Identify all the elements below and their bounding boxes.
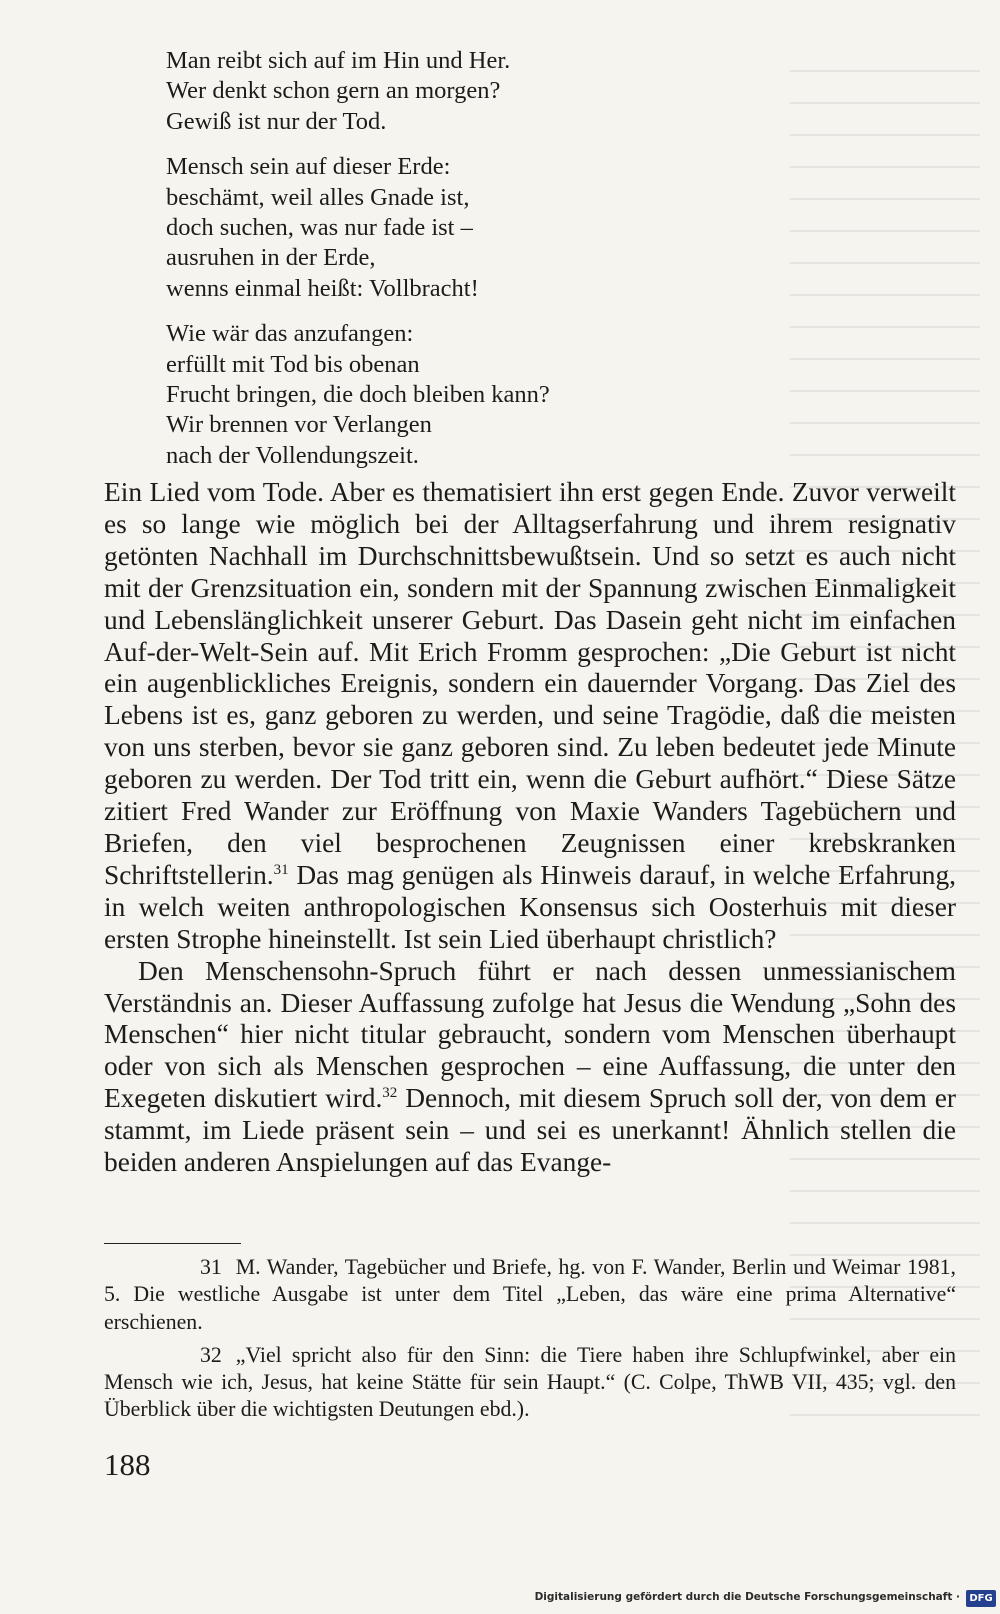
poem-line: Wir brennen vor Verlangen — [166, 411, 432, 439]
page-number: 188 — [104, 1447, 151, 1482]
poem-line: Man reibt sich auf im Hin und Her. — [166, 47, 511, 74]
footnote-ref-32[interactable]: 32 — [382, 1085, 398, 1102]
poem-stanza-1 — [166, 46, 726, 137]
poem-line: Gewiß ist nur der Tod. — [166, 107, 387, 135]
poem-line: Mensch sein auf dieser Erde: — [166, 153, 451, 181]
poem — [166, 46, 726, 486]
bleed-through-line — [790, 70, 980, 72]
paragraph-2 — [104, 956, 956, 1179]
digitization-credit: Digitalisierung gefördert durch die Deutsche Forschungsgemeinschaft · — [534, 1591, 960, 1603]
bleed-through-line — [790, 166, 980, 168]
footnotes — [104, 1254, 956, 1430]
footnote-text: „Viel spricht also für den Sinn: die Tiere haben ihre Schlupfwinkel, aber ein Mensch wie ich, Jesus, hat keine Stätte für sein Haupt.“ (C. Colpe, ThWB VII, 435; vgl. den Überblick über die wichtigsten Deutungen ebd.). — [104, 1342, 956, 1422]
poem-line: beschämt, weil alles Gnade ist, — [166, 183, 470, 211]
poem-line: wenns einmal heißt: Vollbracht! — [166, 274, 479, 302]
bleed-through-line — [790, 230, 980, 232]
bleed-through-line — [790, 1222, 980, 1224]
bleed-through-line — [790, 326, 980, 328]
footnote-text: M. Wander, Tagebücher und Briefe, hg. von F. Wander, Berlin und Weimar 1981, 5. Die westliche Ausgabe ist unter dem Titel „Leben, das wäre eine prima Alternative“ erschienen. — [104, 1255, 956, 1334]
bleed-through-line — [790, 390, 980, 392]
paragraph-text: Das mag genügen als Hinweis darauf, in welche Erfahrung, in welch weiten anthropologischen Konsensus sich Oosterhuis mit dieser ersten Strophe hineinstellt. Ist sein Lied überhaupt christlich? — [104, 859, 956, 954]
bleed-through-line — [790, 294, 980, 296]
poem-line: Frucht bringen, die doch bleiben kann? — [166, 381, 550, 409]
poem-line: Wie wär das anzufangen: — [166, 320, 414, 348]
bleed-through-line — [790, 134, 980, 136]
body-text — [104, 477, 956, 1179]
footnote-divider — [104, 1243, 241, 1244]
footnote-31 — [104, 1254, 956, 1336]
dfg-logo: DFG — [966, 1590, 996, 1607]
poem-stanza-2 — [166, 152, 726, 304]
poem-line: ausruhen in der Erde, — [166, 244, 376, 272]
bleed-through-line — [790, 1190, 980, 1192]
bleed-through-line — [790, 198, 980, 200]
footnote-number: 32 — [200, 1342, 222, 1367]
bleed-through-line — [790, 358, 980, 360]
bleed-through-line — [790, 102, 980, 104]
paragraph-text: Dennoch, mit diesem Spruch soll der, von dem er stammt, im Liede präsent sein – und sei es unerkannt! Ähnlich stellen die beiden anderen Anspielungen auf das Evange- — [104, 1083, 956, 1178]
paragraph-text: Den Menschensohn-Spruch führt er nach dessen unmessianischem Verständnis an. Dieser Auffassung zufolge hat Jesus die Wendung „Sohn des Menschen“ hier nicht titular gebraucht, sondern vom Menschen überhaupt oder von sich als Menschen gesprochen – eine Auffassung, die unter den Exegeten diskutiert wird. — [104, 955, 956, 1114]
poem-stanza-3 — [166, 319, 726, 471]
bleed-through-line — [790, 262, 980, 264]
footnote-32 — [104, 1342, 956, 1424]
poem-line: nach der Vollendungszeit. — [166, 441, 419, 469]
paragraph-1 — [104, 477, 956, 956]
footnote-number: 31 — [200, 1255, 222, 1279]
poem-line: erfüllt mit Tod bis obenan — [166, 350, 420, 378]
paragraph-text: Ein Lied vom Tode. Aber es thematisiert ihn erst gegen Ende. Zuvor verweilt es so lange wie möglich bei der Alltagserfahrung und ihrem resignativ getönten Nachhall im Durchschnittsbewußtsein. Und so setzt es auch nicht mit der Grenzsituation ein, sondern mit der Spannung zwischen Einmaligkeit und Lebenslänglichkeit unserer Geburt. Das Dasein geht nicht im einfachen Auf-der-Welt-Sein auf. Mit Erich Fromm gesprochen: „Die Geburt ist nicht ein augenblickliches Ereignis, sondern ein dauernder Vorgang. Das Ziel des Lebens ist es, ganz geboren zu werden, und seine Tragödie, daß die meisten von uns sterben, bevor sie ganz geboren sind. Zu leben bedeutet jede Minute geboren zu werden. Der Tod tritt ein, wenn die Geburt aufhört.“ Diese Sätze zitiert Fred Wander zur Eröffnung von Maxie Wanders Tagebüchern und Briefen, den viel besprochenen Zeugnissen einer krebskranken Schriftstellerin. — [104, 477, 956, 890]
bleed-through-line — [790, 454, 980, 456]
poem-line: Wer denkt schon gern an morgen? — [166, 77, 501, 105]
footnote-ref-31[interactable]: 31 — [273, 861, 289, 878]
bleed-through-line — [790, 422, 980, 424]
poem-line: doch suchen, was nur fade ist – — [166, 214, 473, 242]
